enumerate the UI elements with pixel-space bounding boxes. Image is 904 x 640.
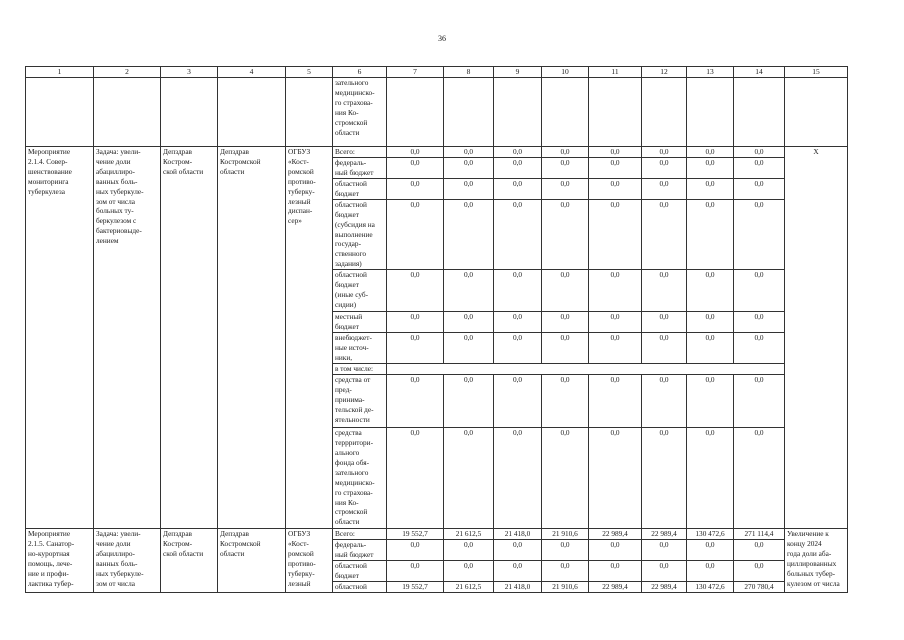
value-cell: 0,0 [589, 178, 642, 199]
table-row [26, 529, 848, 540]
responsible-cell: Депздрав Костром- ской области [161, 147, 218, 529]
funding-source-cell: областной бюджет (субсидия на выполнение государ- ственного задания) [333, 199, 387, 269]
column-number-14: 14 [734, 67, 785, 78]
funding-source-cell: внебюджет- ные источ- ники, [333, 333, 387, 364]
value-cell: 0,0 [734, 199, 785, 269]
task-cell: Задача: увели- чение доли абациллиро- ванных боль- ных туберкуле- зом от числа [94, 529, 161, 593]
value-cell: 0,0 [589, 561, 642, 582]
value-cell: 0,0 [494, 270, 542, 312]
value-cell: 21 612,5 [444, 582, 494, 593]
value-cell: 21 418,0 [494, 529, 542, 540]
value-cell: 0,0 [542, 147, 589, 158]
value-cell: 130 472,6 [687, 529, 734, 540]
value-cell: 0,0 [387, 333, 444, 364]
value-cell: 0,0 [734, 270, 785, 312]
cell-empty [542, 78, 589, 147]
value-cell: 0,0 [642, 178, 687, 199]
value-cell: 19 552,7 [387, 529, 444, 540]
value-cell: 0,0 [494, 561, 542, 582]
cell-empty [444, 78, 494, 147]
value-cell: 21 612,5 [444, 529, 494, 540]
column-number-4: 4 [218, 67, 286, 78]
cell-empty [734, 78, 785, 147]
funding-source-cell: областной бюджет [333, 561, 387, 582]
column-number-11: 11 [589, 67, 642, 78]
value-cell: 0,0 [734, 158, 785, 179]
page-number: 36 [438, 34, 446, 43]
value-cell: 0,0 [687, 158, 734, 179]
value-cell: 0,0 [642, 540, 687, 561]
value-cell: 0,0 [734, 312, 785, 333]
funding-source-cell: в том числе: [333, 364, 387, 375]
cell-empty [642, 78, 687, 147]
column-number-9: 9 [494, 67, 542, 78]
funding-source-cell: Всего: [333, 529, 387, 540]
value-cell: 0,0 [687, 333, 734, 364]
value-cell: 0,0 [542, 333, 589, 364]
value-cell: 0,0 [444, 561, 494, 582]
table-row-continuation [26, 78, 848, 147]
value-cell: 0,0 [387, 375, 444, 428]
value-cell: 0,0 [642, 312, 687, 333]
value-cell: 0,0 [589, 540, 642, 561]
value-cell: 21 910,6 [542, 582, 589, 593]
value-cell: 0,0 [387, 540, 444, 561]
value-cell: 0,0 [387, 561, 444, 582]
value-cell: 0,0 [734, 333, 785, 364]
funding-source-cell: федераль- ный бюджет [333, 540, 387, 561]
cell-empty [286, 78, 333, 147]
value-cell: 0,0 [687, 178, 734, 199]
funding-source-cell: средства террритори- ального фонда обя- зательного медицинско- го страхова- ния Ко- стромской области [333, 428, 387, 529]
value-cell: 0,0 [589, 312, 642, 333]
value-cell: 0,0 [589, 199, 642, 269]
value-cell: 0,0 [444, 199, 494, 269]
value-cell: 271 114,4 [734, 529, 785, 540]
value-cell: 0,0 [687, 375, 734, 428]
organization-cell: ОГБУЗ «Кост- ромской противо- туберку- лезный диспан- сер» [286, 147, 333, 529]
value-cell: 0,0 [642, 158, 687, 179]
funding-source-cell: средства от пред- принима- тельской де- ятельности [333, 375, 387, 428]
responsible-cell: Депздрав Костром- ской области [161, 529, 218, 593]
column-number-3: 3 [161, 67, 218, 78]
column-number-row [26, 67, 848, 78]
value-cell: 0,0 [542, 178, 589, 199]
cell-empty [94, 78, 161, 147]
value-cell: 0,0 [589, 147, 642, 158]
measure-name-cell: Мероприятие 2.1.5. Санатор- но-курортная помощь, лече- ние и профи- лактика тубер- [26, 529, 94, 593]
value-cell: 0,0 [589, 158, 642, 179]
value-cell: 19 552,7 [387, 582, 444, 593]
cell-empty [387, 78, 444, 147]
cell-empty [687, 78, 734, 147]
cell-empty [589, 78, 642, 147]
value-cell: 0,0 [444, 540, 494, 561]
value-cell: 0,0 [494, 147, 542, 158]
table-body [26, 67, 848, 593]
value-cell: 0,0 [734, 375, 785, 428]
column-number-13: 13 [687, 67, 734, 78]
value-cell: 130 472,6 [687, 582, 734, 593]
value-cell: 0,0 [542, 375, 589, 428]
value-cell: 0,0 [494, 158, 542, 179]
cell-empty [161, 78, 218, 147]
column-number-15: 15 [785, 67, 848, 78]
column-number-7: 7 [387, 67, 444, 78]
value-cell: 0,0 [444, 147, 494, 158]
value-cell: 0,0 [444, 178, 494, 199]
value-cell: 22 989,4 [589, 582, 642, 593]
value-cell: 0,0 [444, 333, 494, 364]
value-cell: 0,0 [387, 158, 444, 179]
value-cell: 0,0 [687, 312, 734, 333]
value-cell: 0,0 [387, 270, 444, 312]
column-number-2: 2 [94, 67, 161, 78]
value-cell: 0,0 [494, 375, 542, 428]
value-cell: 0,0 [387, 199, 444, 269]
cell-empty [26, 78, 94, 147]
value-cell: 0,0 [494, 199, 542, 269]
value-cell: 0,0 [542, 199, 589, 269]
expected-result-cell: X [785, 147, 848, 529]
measure-name-cell: Мероприятие 2.1.4. Совер- шенствование мониторинга туберкулеза [26, 147, 94, 529]
value-cell: 0,0 [642, 561, 687, 582]
task-cell: Задача: увели- чение доли абациллиро- ванных боль- ных туберкуле- зом от числа больных ту- беркулезом с бактериовыде- лением [94, 147, 161, 529]
value-cell: 0,0 [494, 540, 542, 561]
funding-source-cell: зательного медицинско- го страхова- ния Ко- стромской области [333, 78, 387, 147]
funding-source-cell: областной [333, 582, 387, 593]
column-number-6: 6 [333, 67, 387, 78]
value-cell: 0,0 [642, 270, 687, 312]
organization-cell: ОГБУЗ «Кост- ромской противо- туберку- лезный [286, 529, 333, 593]
value-cell: 0,0 [542, 270, 589, 312]
column-number-8: 8 [444, 67, 494, 78]
table-row [26, 147, 848, 158]
value-cell: 0,0 [387, 178, 444, 199]
value-cell: 0,0 [444, 270, 494, 312]
value-cell: 0,0 [542, 312, 589, 333]
value-cell: 0,0 [687, 147, 734, 158]
value-cell: 21 418,0 [494, 582, 542, 593]
value-cell: 0,0 [687, 540, 734, 561]
value-cell: 0,0 [642, 333, 687, 364]
value-cell: 0,0 [444, 158, 494, 179]
value-cell: 0,0 [387, 312, 444, 333]
value-cell: 0,0 [542, 540, 589, 561]
value-cell: 0,0 [734, 561, 785, 582]
value-cell: 21 910,6 [542, 529, 589, 540]
value-cell: 0,0 [387, 147, 444, 158]
value-cell: 0,0 [687, 428, 734, 529]
expected-result-cell: Увеличение к концу 2024 года доли аба- циллированных больных тубер- кулезом от числа [785, 529, 848, 593]
value-cell: 0,0 [687, 199, 734, 269]
value-cell: 0,0 [642, 147, 687, 158]
value-cell: 22 989,4 [642, 529, 687, 540]
funding-source-cell: областной бюджет [333, 178, 387, 199]
value-cell: 0,0 [642, 428, 687, 529]
cell-empty [785, 78, 848, 147]
value-cell: 0,0 [542, 428, 589, 529]
funding-source-cell: областной бюджет (иные суб- сидии) [333, 270, 387, 312]
value-cell: 0,0 [687, 561, 734, 582]
value-cell: 0,0 [589, 333, 642, 364]
value-cell: 22 989,4 [642, 582, 687, 593]
value-cell: 22 989,4 [589, 529, 642, 540]
funding-source-cell: Всего: [333, 147, 387, 158]
cell-empty [494, 78, 542, 147]
value-cell: 0,0 [734, 428, 785, 529]
value-cell: 0,0 [589, 428, 642, 529]
column-number-1: 1 [26, 67, 94, 78]
value-cell: 270 780,4 [734, 582, 785, 593]
coexecutor-cell: Депздрав Костромской области [218, 147, 286, 529]
value-cell: 0,0 [589, 270, 642, 312]
value-cell: 0,0 [642, 375, 687, 428]
coexecutor-cell: Депздрав Костромской области [218, 529, 286, 593]
value-cell: 0,0 [494, 312, 542, 333]
value-cell: 0,0 [387, 428, 444, 529]
funding-source-cell: местный бюджет [333, 312, 387, 333]
funding-source-cell: федераль- ный бюджет [333, 158, 387, 179]
value-cell: 0,0 [542, 158, 589, 179]
value-cell: 0,0 [444, 375, 494, 428]
column-number-5: 5 [286, 67, 333, 78]
value-cell: 0,0 [494, 428, 542, 529]
value-cell: 0,0 [542, 561, 589, 582]
cell-empty [218, 78, 286, 147]
value-cell: 0,0 [494, 178, 542, 199]
value-cell: 0,0 [494, 333, 542, 364]
column-number-12: 12 [642, 67, 687, 78]
value-cell: 0,0 [734, 147, 785, 158]
value-cell: 0,0 [734, 540, 785, 561]
value-cell: 0,0 [642, 199, 687, 269]
column-number-10: 10 [542, 67, 589, 78]
value-cell: 0,0 [444, 312, 494, 333]
value-cell: 0,0 [589, 375, 642, 428]
financing-table [25, 66, 848, 593]
values-empty-cell [387, 364, 785, 375]
value-cell: 0,0 [444, 428, 494, 529]
value-cell: 0,0 [734, 178, 785, 199]
value-cell: 0,0 [687, 270, 734, 312]
